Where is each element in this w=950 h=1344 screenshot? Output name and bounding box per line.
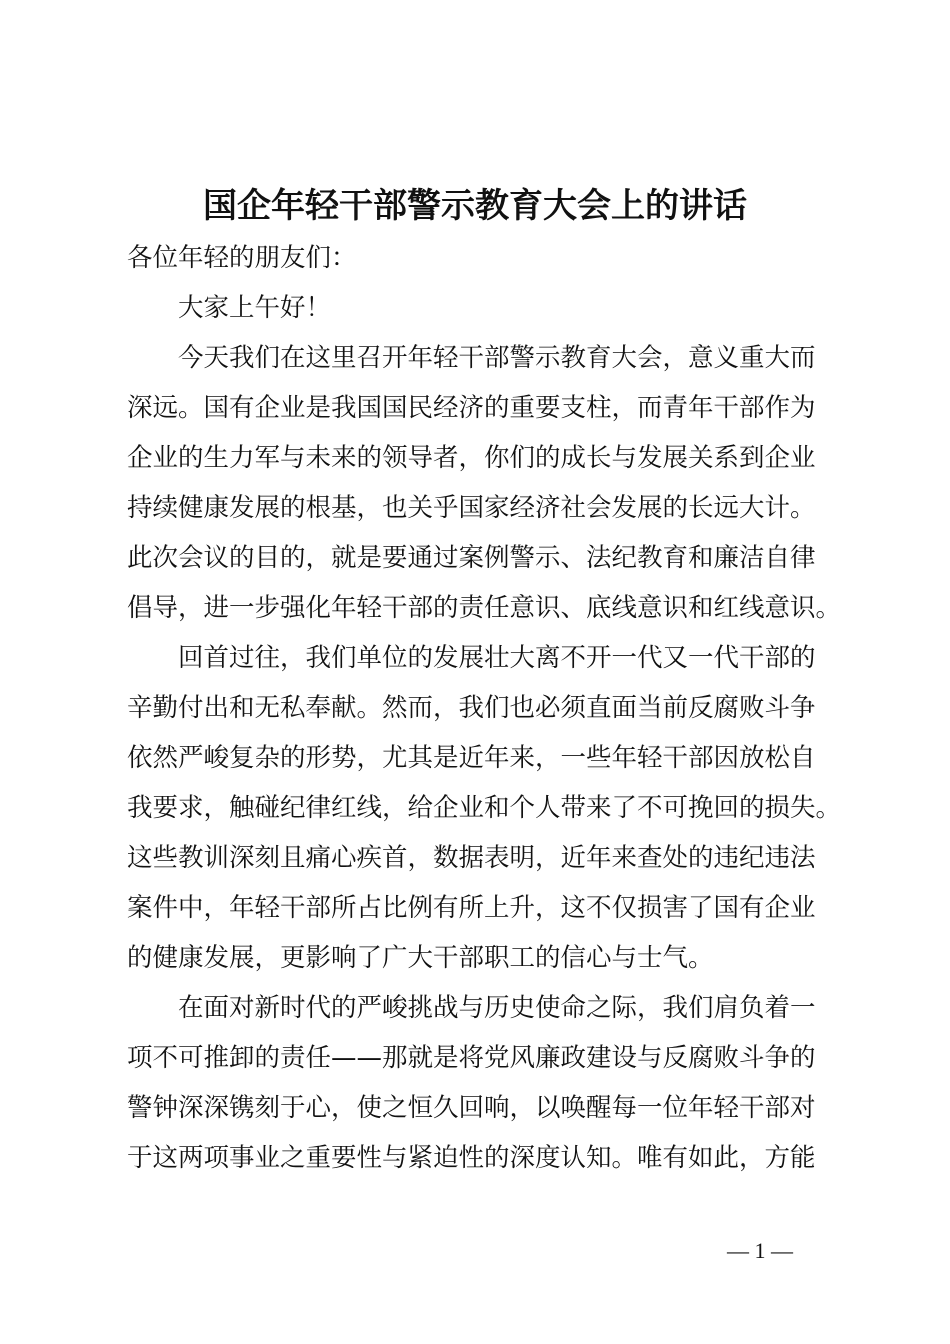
salutation-line: 各位年轻的朋友们： — [127, 243, 357, 273]
paragraph-line: 的健康发展，更影响了广大干部职工的信心与士气。 — [127, 943, 714, 973]
paragraph-line: 企业的生力军与未来的领导者，你们的成长与发展关系到企业 — [127, 443, 816, 473]
paragraph-line: 辛勤付出和无私奉献。然而，我们也必须直面当前反腐败斗争 — [127, 693, 816, 723]
paragraph-line: 在面对新时代的严峻挑战与历史使命之际，我们肩负着一 — [127, 993, 816, 1023]
paragraph-line: 我要求，触碰纪律红线，给企业和个人带来了不可挽回的损失。 — [127, 793, 842, 823]
speech-body — [127, 233, 842, 1183]
paragraph-line: 案件中，年轻干部所占比例有所上升，这不仅损害了国有企业 — [127, 893, 816, 923]
paragraph-line: 深远。国有企业是我国国民经济的重要支柱，而青年干部作为 — [127, 393, 816, 423]
paragraph-line: 持续健康发展的根基，也关乎国家经济社会发展的长远大计。 — [127, 493, 816, 523]
paragraph-line: 此次会议的目的，就是要通过案例警示、法纪教育和廉洁自律 — [127, 543, 816, 573]
paragraph-line: 项不可推卸的责任——那就是将党风廉政建设与反腐败斗争的 — [127, 1043, 816, 1073]
page-number: — 1 — — [727, 1238, 793, 1263]
document-title: 国企年轻干部警示教育大会上的讲话 — [203, 186, 747, 226]
paragraph-line: 回首过往，我们单位的发展壮大离不开一代又一代干部的 — [127, 643, 816, 673]
paragraph-line: 警钟深深镌刻于心，使之恒久回响，以唤醒每一位年轻干部对 — [127, 1093, 816, 1123]
greeting-line: 大家上午好！ — [127, 293, 332, 323]
paragraph-line: 今天我们在这里召开年轻干部警示教育大会，意义重大而 — [127, 343, 816, 373]
paragraph-line: 倡导，进一步强化年轻干部的责任意识、底线意识和红线意识。 — [127, 593, 842, 623]
paragraph-line: 于这两项事业之重要性与紧迫性的深度认知。唯有如此，方能 — [127, 1143, 816, 1173]
paragraph-line: 这些教训深刻且痛心疾首，数据表明，近年来查处的违纪违法 — [127, 843, 816, 873]
paragraph-line: 依然严峻复杂的形势，尤其是近年来，一些年轻干部因放松自 — [127, 743, 816, 773]
